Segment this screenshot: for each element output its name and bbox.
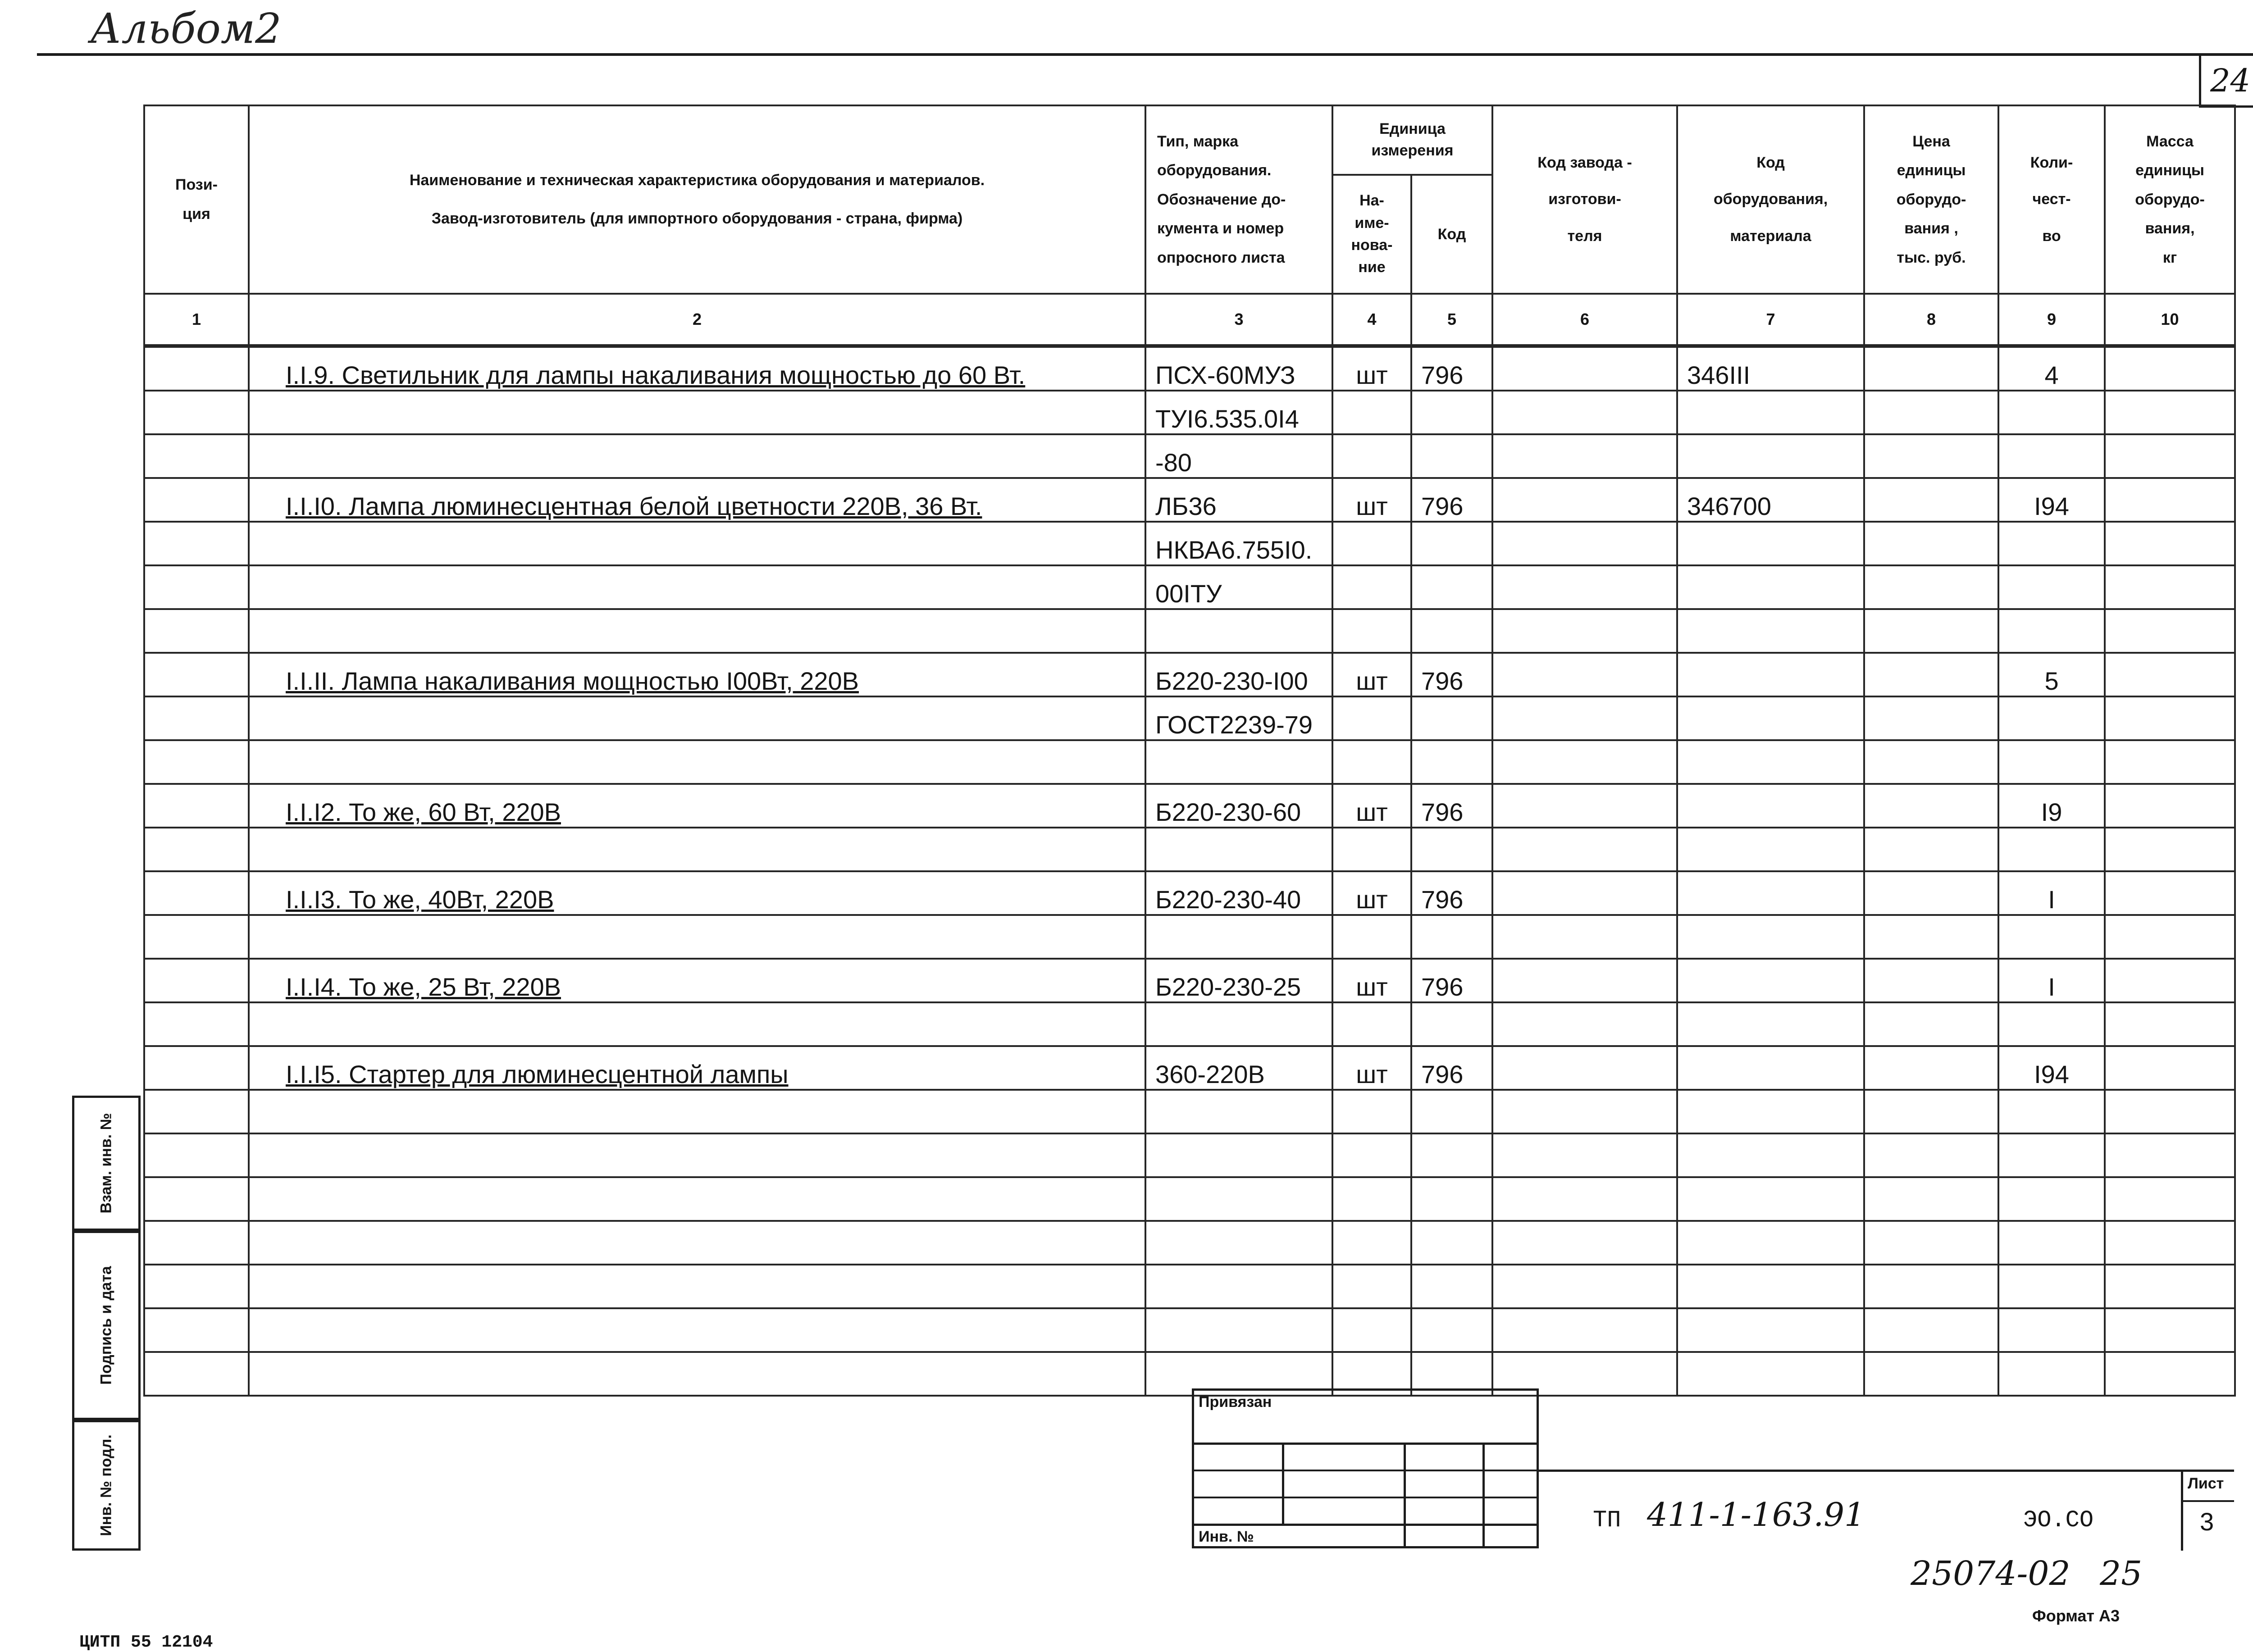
item-factory-code [1492, 391, 1677, 434]
item-price [1864, 696, 1998, 740]
header-type: Тип, марка оборудования. Обозначение до- кумента и номер опросного листа [1145, 105, 1332, 294]
item-quantity: 5 [1998, 653, 2105, 696]
item-type: Б220-230-I00 [1145, 653, 1332, 696]
item-equipment-code [1677, 522, 1864, 565]
archive-number: 25074-02 [1911, 1554, 2071, 1593]
item-price [1864, 1090, 1998, 1133]
position-cell [144, 653, 249, 696]
item-quantity [1998, 1221, 2105, 1265]
item-mass [2105, 347, 2235, 391]
item-factory-code [1492, 740, 1677, 784]
item-unit [1332, 522, 1411, 565]
item-price [1864, 391, 1998, 434]
item-factory-code [1492, 434, 1677, 478]
item-quantity [1998, 828, 2105, 871]
position-cell [144, 1046, 249, 1090]
item-price [1864, 347, 1998, 391]
table-row [144, 1133, 2235, 1177]
item-type [1145, 1177, 1332, 1221]
sheet-label: Лист [2188, 1475, 2224, 1492]
item-equipment-code [1677, 609, 1864, 653]
position-cell [144, 740, 249, 784]
item-quantity [1998, 434, 2105, 478]
item-unit-code [1411, 391, 1492, 434]
item-unit-code [1411, 696, 1492, 740]
item-unit-code [1411, 522, 1492, 565]
item-equipment-code [1677, 915, 1864, 959]
item-unit-code [1411, 740, 1492, 784]
item-unit-code [1411, 1221, 1492, 1265]
item-mass [2105, 740, 2235, 784]
item-unit-code [1411, 915, 1492, 959]
item-equipment-code [1677, 828, 1864, 871]
item-equipment-code [1677, 740, 1864, 784]
item-unit-code [1411, 1265, 1492, 1308]
item-quantity [1998, 1002, 2105, 1046]
item-name [249, 434, 1145, 478]
item-equipment-code: 346700 [1677, 478, 1864, 522]
table-row [144, 828, 2235, 871]
item-factory-code [1492, 609, 1677, 653]
item-price [1864, 565, 1998, 609]
item-mass [2105, 391, 2235, 434]
item-type [1145, 740, 1332, 784]
header-row [144, 105, 2235, 175]
item-unit: шт [1332, 347, 1411, 391]
header-unit-group: Единица измерения [1332, 105, 1492, 175]
column-numbers-row: 1 2 3 4 5 6 7 8 9 10 [144, 294, 2235, 345]
item-factory-code [1492, 828, 1677, 871]
item-unit [1332, 1090, 1411, 1133]
item-equipment-code [1677, 1090, 1864, 1133]
item-unit-code [1411, 434, 1492, 478]
header-quantity: Коли- чест- во [1998, 105, 2105, 294]
item-mass [2105, 1090, 2235, 1133]
item-name: I.I.I4. То же, 25 Вт, 220В [249, 959, 1145, 1002]
item-type [1145, 828, 1332, 871]
item-unit: шт [1332, 1046, 1411, 1090]
item-quantity [1998, 696, 2105, 740]
item-price [1864, 1177, 1998, 1221]
item-unit: шт [1332, 478, 1411, 522]
item-unit [1332, 1221, 1411, 1265]
item-factory-code [1492, 1221, 1677, 1265]
item-price [1864, 871, 1998, 915]
item-equipment-code [1677, 1308, 1864, 1352]
item-price [1864, 1265, 1998, 1308]
spec-rows [144, 345, 2235, 1396]
item-mass [2105, 1221, 2235, 1265]
item-factory-code [1492, 478, 1677, 522]
table-row [144, 1221, 2235, 1265]
item-equipment-code [1677, 653, 1864, 696]
item-type: ГОСТ2239-79 [1145, 696, 1332, 740]
item-factory-code [1492, 784, 1677, 828]
item-factory-code [1492, 522, 1677, 565]
item-unit [1332, 391, 1411, 434]
header-name: Наименование и техническая характеристика оборудования и материалов. Завод-изготовитель (для импортного оборудования - страна, фирма) [249, 105, 1145, 294]
item-type: 360-220В [1145, 1046, 1332, 1090]
item-price [1864, 609, 1998, 653]
table-row [144, 959, 2235, 1002]
inv-label: Инв. № [1199, 1528, 1254, 1545]
table-row [144, 784, 2235, 828]
item-unit [1332, 1177, 1411, 1221]
item-type: Б220-230-60 [1145, 784, 1332, 828]
table-row [144, 1265, 2235, 1308]
item-quantity [1998, 1265, 2105, 1308]
item-factory-code [1492, 696, 1677, 740]
item-equipment-code [1677, 1265, 1864, 1308]
item-price [1864, 1221, 1998, 1265]
item-type [1145, 609, 1332, 653]
table-row [144, 1090, 2235, 1133]
item-mass [2105, 565, 2235, 609]
position-cell [144, 347, 249, 391]
item-unit-code [1411, 1002, 1492, 1046]
format-label: Формат А3 [2032, 1606, 2120, 1625]
spec-table [143, 105, 2236, 1397]
table-row [144, 522, 2235, 565]
item-unit-code: 796 [1411, 871, 1492, 915]
item-mass [2105, 696, 2235, 740]
item-mass [2105, 434, 2235, 478]
table-row [144, 871, 2235, 915]
position-cell [144, 1221, 249, 1265]
item-unit [1332, 915, 1411, 959]
item-factory-code [1492, 653, 1677, 696]
item-type [1145, 1221, 1332, 1265]
item-mass [2105, 1177, 2235, 1221]
item-equipment-code [1677, 1046, 1864, 1090]
item-name [249, 696, 1145, 740]
item-equipment-code [1677, 871, 1864, 915]
table-row [144, 1308, 2235, 1352]
item-unit-code: 796 [1411, 784, 1492, 828]
item-unit [1332, 1002, 1411, 1046]
item-unit [1332, 696, 1411, 740]
item-unit-code [1411, 1090, 1492, 1133]
item-name [249, 1265, 1145, 1308]
item-quantity [1998, 522, 2105, 565]
item-mass [2105, 784, 2235, 828]
item-name [249, 565, 1145, 609]
item-mass [2105, 609, 2235, 653]
item-quantity: 4 [1998, 347, 2105, 391]
item-factory-code [1492, 1002, 1677, 1046]
header-price: Цена единицы оборудо- вания , тыс. руб. [1864, 105, 1998, 294]
item-type [1145, 915, 1332, 959]
position-cell [144, 1352, 249, 1396]
item-factory-code [1492, 1308, 1677, 1352]
item-factory-code [1492, 565, 1677, 609]
item-unit [1332, 565, 1411, 609]
item-name [249, 391, 1145, 434]
stamp-signature-date: Подпись и дата [72, 1231, 141, 1420]
item-quantity [1998, 609, 2105, 653]
table-row [144, 1177, 2235, 1221]
item-equipment-code [1677, 1177, 1864, 1221]
table-row [144, 1046, 2235, 1090]
item-factory-code [1492, 1177, 1677, 1221]
item-mass [2105, 522, 2235, 565]
table-row [144, 609, 2235, 653]
item-price [1864, 740, 1998, 784]
table-row [144, 478, 2235, 522]
item-unit-code: 796 [1411, 959, 1492, 1002]
item-mass [2105, 1352, 2235, 1396]
item-name [249, 1090, 1145, 1133]
item-name [249, 522, 1145, 565]
item-quantity [1998, 565, 2105, 609]
item-factory-code [1492, 959, 1677, 1002]
item-price [1864, 1002, 1998, 1046]
item-price [1864, 653, 1998, 696]
item-type: 00IТУ [1145, 565, 1332, 609]
item-quantity [1998, 1308, 2105, 1352]
item-mass [2105, 959, 2235, 1002]
item-mass [2105, 1133, 2235, 1177]
item-quantity [1998, 740, 2105, 784]
sheet-value: 3 [2200, 1507, 2214, 1536]
item-unit: шт [1332, 653, 1411, 696]
item-price [1864, 828, 1998, 871]
item-quantity [1998, 1352, 2105, 1396]
table-row [144, 653, 2235, 696]
doc-prefix: ТП [1593, 1507, 1621, 1534]
item-name [249, 740, 1145, 784]
item-price [1864, 434, 1998, 478]
table-row [144, 740, 2235, 784]
item-name: I.I.I2. То же, 60 Вт, 220В [249, 784, 1145, 828]
item-quantity: I94 [1998, 478, 2105, 522]
item-unit-code [1411, 1177, 1492, 1221]
item-unit-code [1411, 1133, 1492, 1177]
item-unit [1332, 740, 1411, 784]
title-top-line [1539, 1470, 2234, 1472]
item-unit: шт [1332, 959, 1411, 1002]
item-price [1864, 1046, 1998, 1090]
table-row [144, 347, 2235, 391]
item-unit-code: 796 [1411, 653, 1492, 696]
item-equipment-code [1677, 696, 1864, 740]
table-row [144, 565, 2235, 609]
item-factory-code [1492, 347, 1677, 391]
position-cell [144, 828, 249, 871]
item-name: I.I.I0. Лампа люминесцентная белой цветности 220В, 36 Вт. [249, 478, 1145, 522]
item-unit: шт [1332, 784, 1411, 828]
item-quantity [1998, 1090, 2105, 1133]
item-unit [1332, 1265, 1411, 1308]
item-factory-code [1492, 871, 1677, 915]
item-type: Б220-230-25 [1145, 959, 1332, 1002]
table-row [144, 696, 2235, 740]
table-row [144, 915, 2235, 959]
item-equipment-code [1677, 959, 1864, 1002]
position-cell [144, 1308, 249, 1352]
table-row [144, 1352, 2235, 1396]
stamp-replace-inv: Взам. инв. № [72, 1096, 141, 1231]
position-cell [144, 391, 249, 434]
item-equipment-code [1677, 1133, 1864, 1177]
item-quantity [1998, 391, 2105, 434]
sheet-cell-divider [2181, 1470, 2183, 1551]
position-cell [144, 696, 249, 740]
item-unit [1332, 1308, 1411, 1352]
item-price [1864, 522, 1998, 565]
position-cell [144, 1177, 249, 1221]
item-mass [2105, 1308, 2235, 1352]
item-unit-code: 796 [1411, 478, 1492, 522]
item-mass [2105, 915, 2235, 959]
item-mass [2105, 653, 2235, 696]
item-unit-code: 796 [1411, 347, 1492, 391]
item-quantity [1998, 915, 2105, 959]
item-equipment-code [1677, 434, 1864, 478]
item-type: -80 [1145, 434, 1332, 478]
position-cell [144, 434, 249, 478]
position-cell [144, 522, 249, 565]
item-equipment-code [1677, 565, 1864, 609]
header-unit-name: На- име- нова- ние [1332, 175, 1411, 294]
item-name [249, 1002, 1145, 1046]
item-type [1145, 1308, 1332, 1352]
header-position: Пози- ция [144, 105, 249, 294]
item-unit [1332, 1133, 1411, 1177]
position-cell [144, 915, 249, 959]
item-quantity [1998, 1133, 2105, 1177]
position-cell [144, 1002, 249, 1046]
item-unit [1332, 828, 1411, 871]
item-mass [2105, 828, 2235, 871]
item-unit-code [1411, 609, 1492, 653]
position-cell [144, 784, 249, 828]
position-cell [144, 1090, 249, 1133]
item-mass [2105, 1265, 2235, 1308]
item-quantity [1998, 1177, 2105, 1221]
sheet-number: 24 [2210, 62, 2251, 99]
item-name: I.I.I5. Стартер для люминесцентной лампы [249, 1046, 1145, 1090]
header-unit-code: Код [1411, 175, 1492, 294]
item-price [1864, 1133, 1998, 1177]
album-signature: Альбом2 [90, 5, 282, 53]
archive-page: 25 [2100, 1554, 2143, 1593]
position-cell [144, 565, 249, 609]
doc-number: 411-1-163.91 [1647, 1496, 1865, 1534]
item-price [1864, 1352, 1998, 1396]
item-factory-code [1492, 1133, 1677, 1177]
item-equipment-code [1677, 784, 1864, 828]
item-factory-code [1492, 1090, 1677, 1133]
item-name: I.I.9. Светильник для лампы накаливания мощностью до 60 Вт. [249, 347, 1145, 391]
stamp-inv-original: Инв. № подл. [72, 1420, 141, 1551]
item-type [1145, 1002, 1332, 1046]
table-row [144, 391, 2235, 434]
item-name [249, 1133, 1145, 1177]
item-type: ПСХ-60МУЗ [1145, 347, 1332, 391]
item-name [249, 1221, 1145, 1265]
bound-to-block: Привязан Инв. № [1192, 1388, 1539, 1548]
item-equipment-code [1677, 391, 1864, 434]
item-unit-code [1411, 1308, 1492, 1352]
item-equipment-code: 346III [1677, 347, 1864, 391]
item-price [1864, 915, 1998, 959]
item-name [249, 609, 1145, 653]
position-cell [144, 1265, 249, 1308]
position-cell [144, 959, 249, 1002]
position-cell [144, 478, 249, 522]
item-price [1864, 478, 1998, 522]
table-row [144, 1002, 2235, 1046]
item-mass [2105, 871, 2235, 915]
header-mass: Масса единицы оборудо- вания, кг [2105, 105, 2235, 294]
item-price [1864, 959, 1998, 1002]
item-type [1145, 1090, 1332, 1133]
item-price [1864, 1308, 1998, 1352]
bottom-left-code: ЦИТП 55 12104 [79, 1633, 213, 1652]
item-name: I.I.I3. То же, 40Вт, 220В [249, 871, 1145, 915]
item-unit [1332, 609, 1411, 653]
item-factory-code [1492, 1046, 1677, 1090]
item-factory-code [1492, 915, 1677, 959]
item-type: ЛБ36 [1145, 478, 1332, 522]
position-cell [144, 871, 249, 915]
item-name [249, 915, 1145, 959]
item-price [1864, 784, 1998, 828]
header-factory-code: Код завода - изготови- теля [1492, 105, 1677, 294]
item-type: ТУI6.535.0I4 [1145, 391, 1332, 434]
item-equipment-code [1677, 1002, 1864, 1046]
item-equipment-code [1677, 1221, 1864, 1265]
item-mass [2105, 1002, 2235, 1046]
item-unit-code: 796 [1411, 1046, 1492, 1090]
item-unit [1332, 434, 1411, 478]
item-name [249, 1177, 1145, 1221]
header-equipment-code: Код оборудования, материала [1677, 105, 1864, 294]
item-quantity: I9 [1998, 784, 2105, 828]
position-cell [144, 1133, 249, 1177]
item-type: Б220-230-40 [1145, 871, 1332, 915]
item-name [249, 1308, 1145, 1352]
item-unit: шт [1332, 871, 1411, 915]
item-mass [2105, 478, 2235, 522]
item-name: I.I.II. Лампа накаливания мощностью I00Вт, 220В [249, 653, 1145, 696]
item-name [249, 828, 1145, 871]
item-quantity: I [1998, 959, 2105, 1002]
item-type [1145, 1133, 1332, 1177]
item-type: НКВА6.755I0. [1145, 522, 1332, 565]
item-factory-code [1492, 1265, 1677, 1308]
item-name [249, 1352, 1145, 1396]
doc-section: ЭО.СО [2023, 1507, 2094, 1534]
item-unit-code [1411, 565, 1492, 609]
item-quantity: I [1998, 871, 2105, 915]
table-row [144, 434, 2235, 478]
item-equipment-code [1677, 1352, 1864, 1396]
item-mass [2105, 1046, 2235, 1090]
item-unit-code [1411, 828, 1492, 871]
position-cell [144, 609, 249, 653]
item-quantity: I94 [1998, 1046, 2105, 1090]
item-type [1145, 1265, 1332, 1308]
